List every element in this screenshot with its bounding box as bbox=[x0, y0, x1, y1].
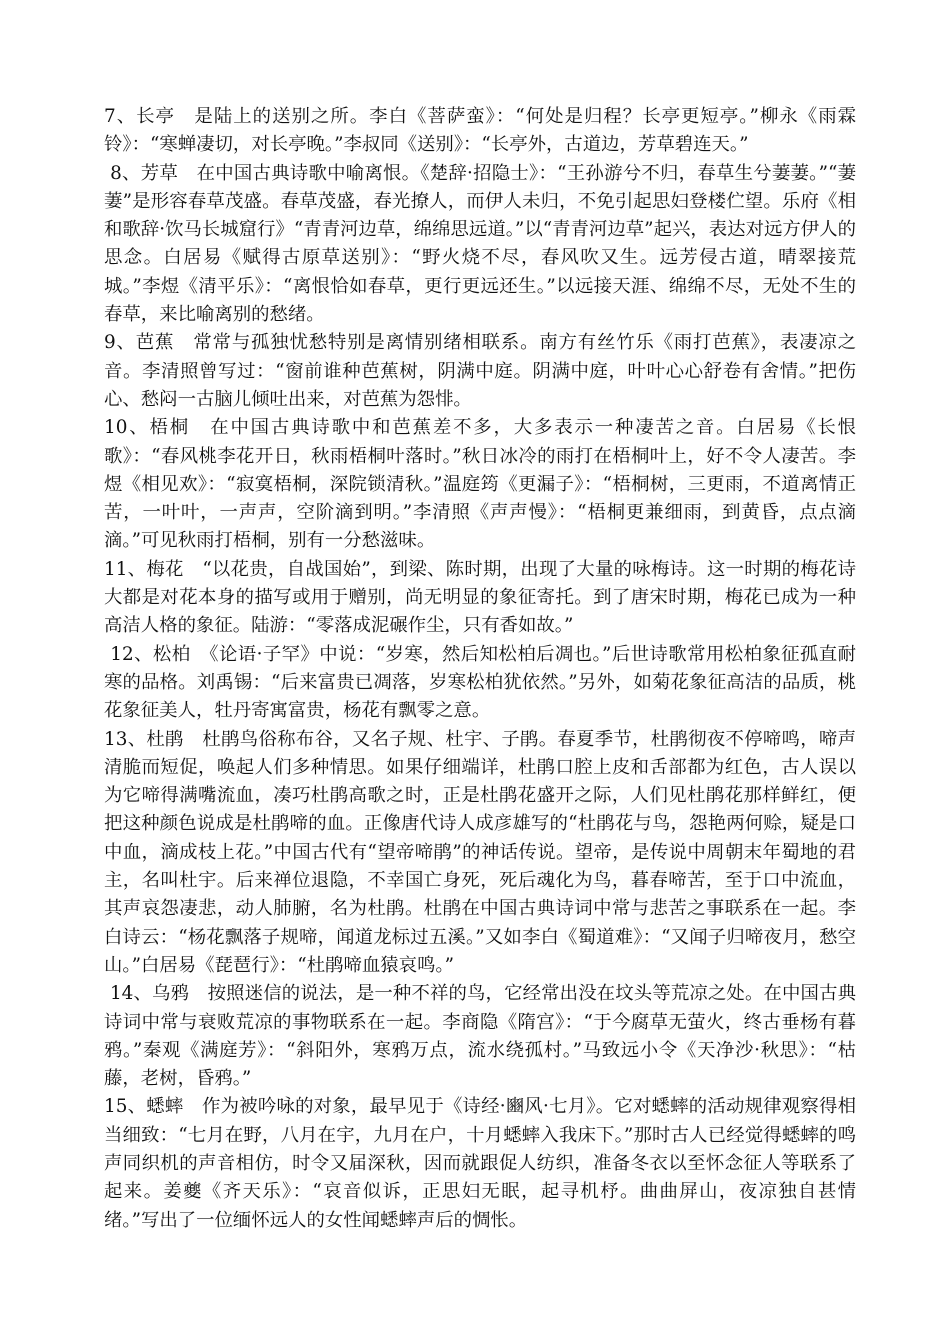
entry-heading: 12、松柏 bbox=[104, 643, 191, 665]
entry-heading: 10、梧桐 bbox=[104, 417, 190, 439]
entry-text: 《论语·子罕》中说：“岁寒，然后知松柏后凋也。”后世诗歌常用松柏象征孤直耐寒的品格。刘禹锡：“后来富贵已凋落，岁寒松柏犹依然。”另外，如菊花象征高洁的品质，桃花象征美人，牡丹寄寓富贵，杨花有飘零之意。 bbox=[104, 643, 856, 722]
entry-heading: 7、长亭 bbox=[104, 106, 175, 127]
entry-xishuai bbox=[104, 1093, 856, 1234]
entry-text: 杜鹃鸟俗称布谷，又名子规、杜宇、子鹃。春夏季节，杜鹃彻夜不停啼鸣，啼声清脆而短促，唤起人们多种情思。如果仔细端详，杜鹃口腔上皮和舌部都为红色，古人误以为它啼得满嘴流血，凑巧杜鹃高歌之时，正是杜鹃花盛开之际，人们见杜鹃花那样鲜红，便把这种颜色说成是杜鹃啼的血。正像唐代诗人成彦雄写的“杜鹃花与鸟，怨艳两何赊，疑是口中血，滴成枝上花。”中国古代有“望帝啼鹃”的神话传说。望帝，是传说中周朝末年蜀地的君主，名叫杜宇。后来禅位退隐，不幸国亡身死，死后魂化为鸟，暮春啼苦，至于口中流血，其声哀怨凄悲，动人肺腑，名为杜鹃。杜鹃在中国古典诗词中常与悲苦之事联系在一起。李白诗云：“杨花飘落子规啼，闻道龙标过五溪。”又如李白《蜀道难》：“又闻子归啼夜月，愁空山。”白居易《琵琶行》：“杜鹃啼血猿哀鸣。” bbox=[104, 728, 856, 976]
entry-text: 在中国古典诗歌中和芭蕉差不多，大多表示一种凄苦之音。白居易《长恨歌》：“春风桃李花开日，秋雨梧桐叶落时。”秋日冰冷的雨打在梧桐叶上，好不令人凄苦。李煜《相见欢》：“寂寞梧桐，深院锁清秋。”温庭筠《更漏子》：“梧桐树，三更雨，不道离情正苦，一叶叶，一声声，空阶滴到明。”李清照《声声慢》：“梧桐更兼细雨，到黄昏，点点滴滴。”可见秋雨打梧桐，别有一分愁滋味。 bbox=[104, 417, 856, 552]
entry-fangcao bbox=[104, 160, 856, 330]
entry-text: 常常与孤独忧愁特别是离情别绪相联系。南方有丝竹乐《雨打芭蕉》，表凄凉之音。李清照曾写过：“窗前谁种芭蕉树，阴满中庭。阴满中庭，叶叶心心舒卷有舍情。”把伤心、愁闷一古脑儿倾吐出来，对芭蕉为怨悱。 bbox=[104, 332, 856, 410]
entry-heading: 13、杜鹃 bbox=[104, 728, 184, 750]
entry-text: 按照迷信的说法，是一种不祥的鸟，它经常出没在坟头等荒凉之处。在中国古典诗词中常与衰败荒凉的事物联系在一起。李商隐《隋宫》：“于今腐草无萤火，终古垂杨有暮鸦。”秦观《满庭芳》：“斜阳外，寒鸦万点，流水绕孤村。”马致远小令《天净沙·秋思》：“枯藤，老树，昏鸦。” bbox=[104, 983, 856, 1090]
entry-wutong bbox=[104, 414, 856, 555]
entry-text: “以花贵，自战国始”，到梁、陈时期，出现了大量的咏梅诗。这一时期的梅花诗大都是对花本身的描写或用于赠别，尚无明显的象征寄托。到了唐宋时期，梅花已成为一种高洁人格的象征。陆游：“零落成泥碾作尘，只有香如故。” bbox=[104, 558, 856, 637]
entry-heading: 15、蟋蟀 bbox=[104, 1096, 184, 1118]
entry-meihua bbox=[104, 556, 856, 641]
entry-dujuan bbox=[104, 726, 856, 981]
entry-heading: 8、芳草 bbox=[104, 162, 178, 184]
entry-text: 作为被吟咏的对象，最早见于《诗经·豳风·七月》。它对蟋蟀的活动规律观察得相当细致：“七月在野，八月在宇，九月在户，十月蟋蟀入我床下。”那时古人已经觉得蟋蟀的鸣声同织机的声音相仿，时令又届深秋，因而就跟促人纺织，准备冬衣以至怀念征人等联系了起来。姜夔《齐天乐》：“哀音似诉，正思妇无眠，起寻机杼。曲曲屏山，夜凉独自甚情绪。”写出了一位缅怀远人的女性闻蟋蟀声后的惆怅。 bbox=[104, 1096, 857, 1231]
document-body bbox=[104, 103, 856, 1235]
entry-text: 是陆上的送别之所。李白《菩萨蛮》：“何处是归程？长亭更短亭。”柳永《雨霖铃》：“寒蝉凄切，对长亭晚。”李叔同《送别》：“长亭外，古道边，芳草碧连天。” bbox=[104, 106, 857, 156]
entry-wuya bbox=[104, 980, 856, 1093]
entry-heading: 14、乌鸦 bbox=[104, 983, 190, 1005]
entry-heading: 11、梅花 bbox=[104, 558, 184, 580]
entry-heading: 9、芭蕉 bbox=[104, 332, 175, 354]
entry-bajiao bbox=[104, 329, 856, 414]
entry-songbai bbox=[104, 641, 856, 726]
entry-changting bbox=[104, 103, 856, 160]
entry-text: 在中国古典诗歌中喻离恨。《楚辞·招隐士》：“王孙游兮不归，春草生兮萋萋。”“萋萋”是形容春草茂盛。春草茂盛，春光撩人，而伊人未归，不免引起思妇登楼伫望。乐府《相和歌辞·饮马长城窟行》“青青河边草，绵绵思远道。”以“青青河边草”起兴，表达对远方伊人的思念。白居易《赋得古原草送别》：“野火烧不尽，春风吹又生。远芳侵古道，晴翠接荒城。”李煜《清平乐》：“离恨恰如春草，更行更远还生。”以远接天涯、绵绵不尽，无处不生的春草，来比喻离别的愁绪。 bbox=[104, 162, 857, 326]
